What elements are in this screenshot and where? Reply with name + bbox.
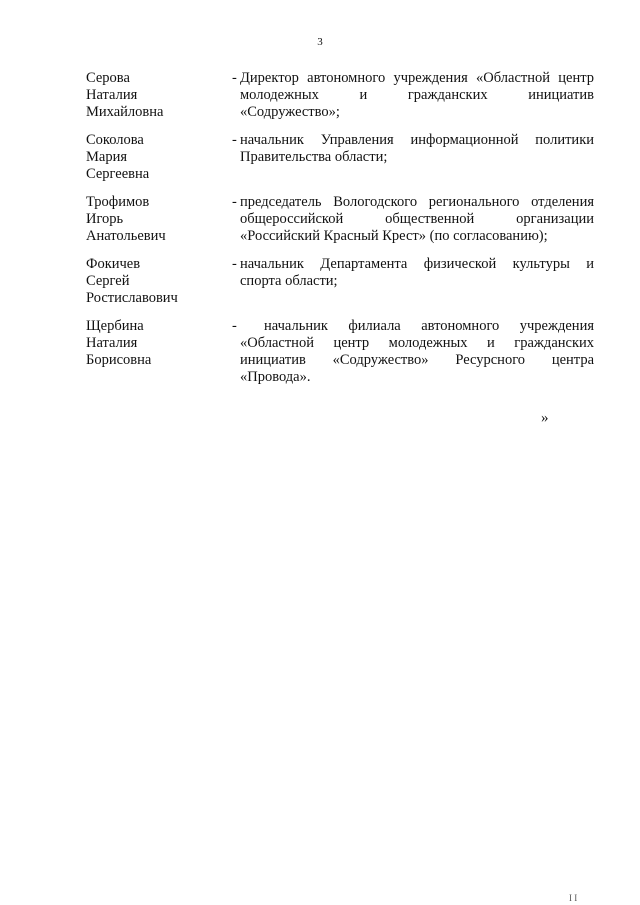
dash: - (232, 318, 237, 334)
dash: - (232, 194, 237, 210)
role-line: молодежных и гражданских инициатив (240, 87, 594, 103)
patronymic: Ростиславович (86, 290, 178, 306)
member-role (240, 132, 594, 166)
member-role (240, 70, 594, 121)
surname: Трофимов (86, 194, 150, 210)
member-role (240, 256, 594, 290)
role-line: начальник Управления информационной политики (240, 132, 594, 148)
role-line: общероссийской общественной организации (240, 211, 594, 227)
role-line: Правительства области; (240, 149, 388, 165)
dash: - (232, 70, 237, 86)
patronymic: Борисовна (86, 352, 152, 368)
footer-mark: I I (569, 893, 578, 903)
closing-quote: » (541, 410, 549, 426)
first-name: Сергей (86, 273, 130, 289)
surname: Соколова (86, 132, 144, 148)
member-name (86, 70, 226, 121)
role-line: «Содружество»; (240, 104, 340, 120)
member-name (86, 194, 226, 245)
role-line: «Провода». (240, 369, 311, 385)
first-name: Наталия (86, 87, 138, 103)
role-line: «Областной центр молодежных и гражданских (240, 335, 594, 351)
member-name (86, 256, 226, 307)
member-role (240, 194, 594, 245)
member-name (86, 318, 226, 369)
patronymic: Михайловна (86, 104, 164, 120)
role-line: инициатив «Содружество» Ресурсного центра (240, 352, 594, 368)
surname: Серова (86, 70, 130, 86)
patronymic: Сергеевна (86, 166, 150, 182)
dash: - (232, 256, 237, 272)
role-line: председатель Вологодского регионального отделения (240, 194, 594, 210)
surname: Щербина (86, 318, 144, 334)
surname: Фокичев (86, 256, 141, 272)
patronymic: Анатольевич (86, 228, 166, 244)
first-name: Наталия (86, 335, 138, 351)
first-name: Игорь (86, 211, 124, 227)
page-number: 3 (317, 36, 323, 48)
dash: - (232, 132, 237, 148)
member-role (240, 318, 594, 386)
member-name (86, 132, 226, 183)
role-line: «Российский Красный Крест» (по согласованию); (240, 228, 548, 244)
first-name: Мария (86, 149, 128, 165)
role-line: спорта области; (240, 273, 338, 289)
role-line: Директор автономного учреждения «Областной центр (240, 70, 594, 86)
role-line: начальник Департамента физической культуры и (240, 256, 594, 272)
role-line: начальник филиала автономного учреждения (264, 318, 594, 334)
